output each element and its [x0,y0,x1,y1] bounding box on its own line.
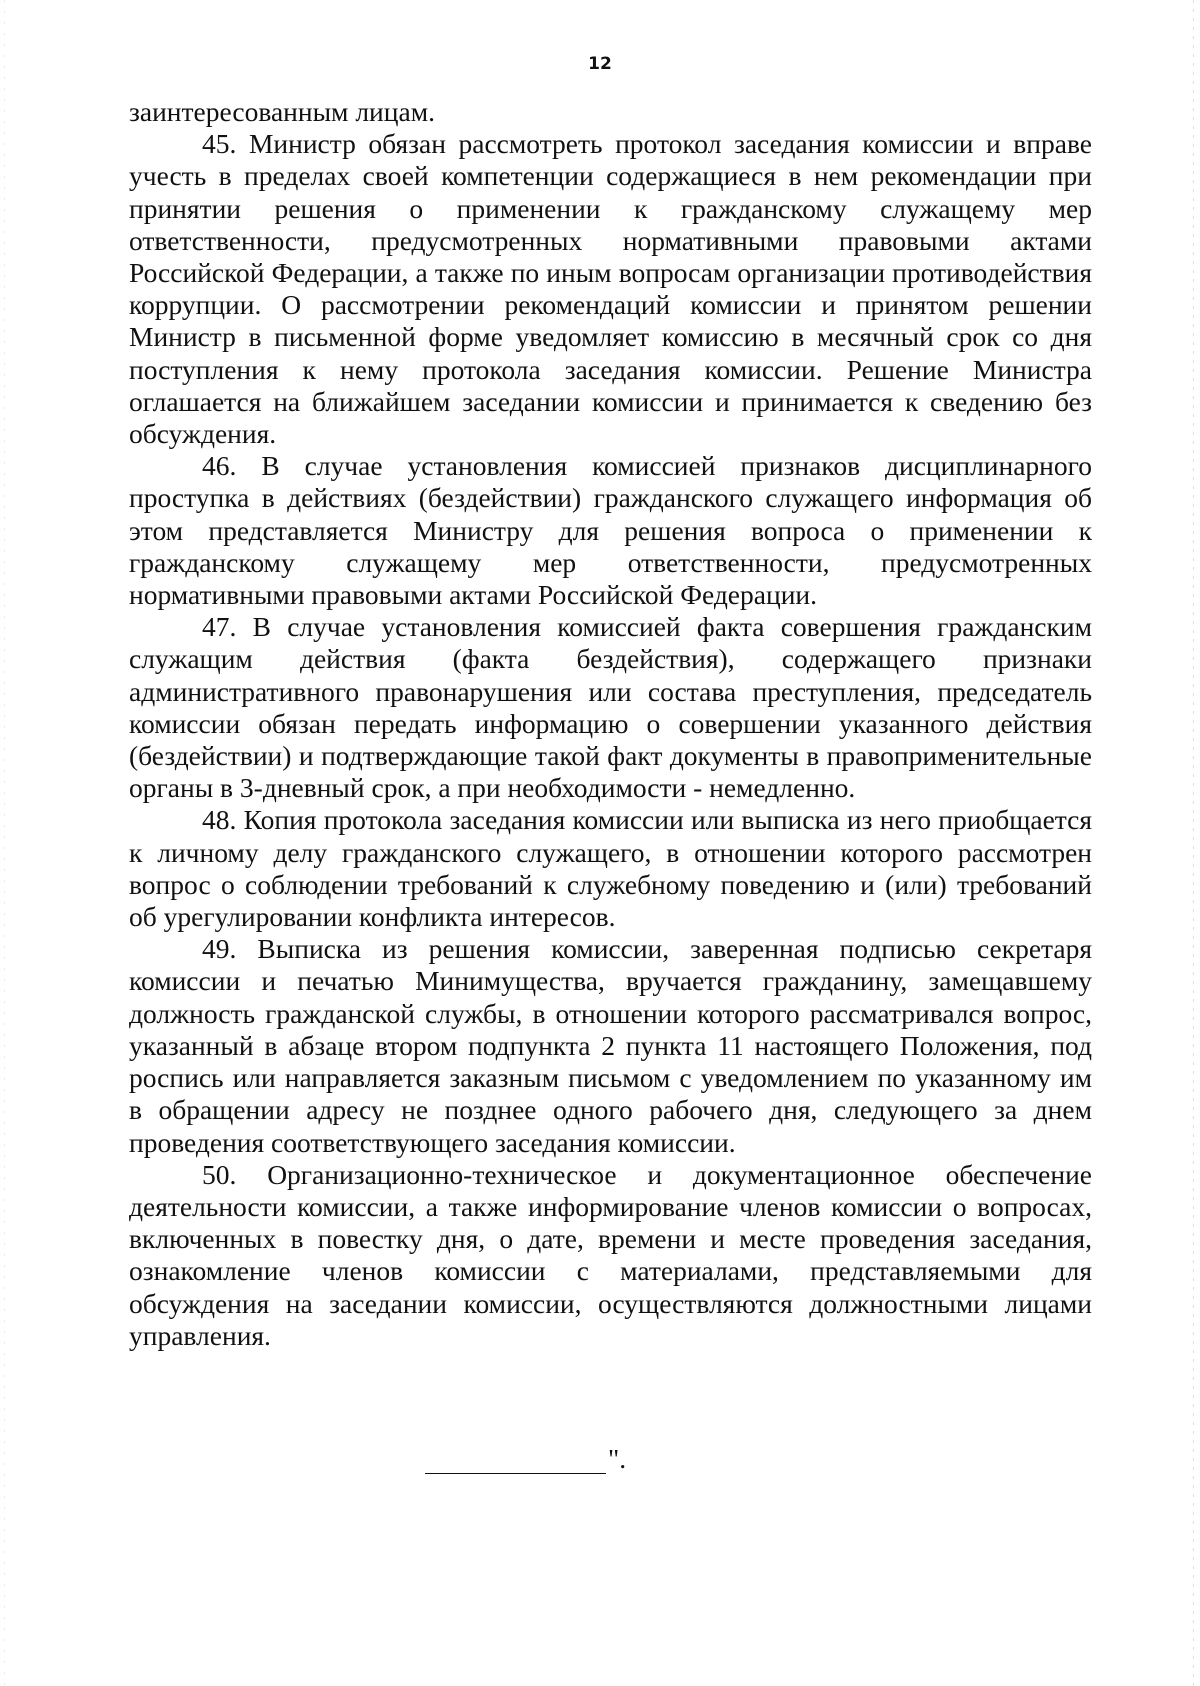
closing-quote-mark: ". [608,1443,627,1474]
paragraph-46: 46. В случае установления комиссией признаков дисциплинарного проступка в действиях (бездействии) гражданского служащего информация об этом представляется Министру для решения вопроса о применении к гражданскому служащему мер ответственности, предусмотренных нормативными правовыми актами Российской Федерации. [129,450,1092,611]
paragraph-continuation: заинтересованным лицам. [129,96,435,127]
document-body [129,96,1092,1352]
paragraph-50: 50. Организационно-техническое и документационное обеспечение деятельности комиссии, а также информирование членов комиссии о вопросах, включенных в повестку дня, о дате, времени и месте проведения заседания, ознакомление членов комиссии с материалами, представляемыми для обсуждения на заседании комиссии, осуществляются должностными лицами управления. [129,1158,1092,1351]
page-number: 12 [588,54,612,74]
closing-rule [425,1473,606,1474]
scan-edge-left [4,0,5,1686]
paragraph-49: 49. Выписка из решения комиссии, заверенная подписью секретаря комиссии и печатью Минимущества, вручается гражданину, замещавшему должность гражданской службы, в отношении которого рассматривался вопрос, указанный в абзаце втором подпункта 2 пункта 11 настоящего Положения, под роспись или направляется заказным письмом с уведомлением по указанному им в обращении адресу не позднее одного рабочего дня, следующего за днем проведения соответствующего заседания комиссии. [129,933,1092,1158]
paragraph-47: 47. В случае установления комиссией факта совершения гражданским служащим действия (факта бездействия), содержащего признаки административного правонарушения или состава преступления, председатель комиссии обязан передать информацию о совершении указанного действия (бездействии) и подтверждающие такой факт документы в правоприменительные органы в 3-дневный срок, а при необходимости - немедленно. [129,611,1092,804]
scan-edge-right [1193,0,1194,1686]
paragraph-45: 45. Министр обязан рассмотреть протокол заседания комиссии и вправе учесть в пределах своей компетенции содержащиеся в нем рекомендации при принятии решения о применении к гражданскому служащему мер ответственности, предусмотренных нормативными правовыми актами Российской Федерации, а также по иным вопросам организации противодействия коррупции. О рассмотрении рекомендаций комиссии и принятом решении Министр в письменной форме уведомляет комиссию в месячный срок со дня поступления к нему протокола заседания комиссии. Решение Министра оглашается на ближайшем заседании комиссии и принимается к сведению без обсуждения. [129,128,1092,450]
paragraph-48: 48. Копия протокола заседания комиссии или выписка из него приобщается к личному делу гражданского служащего, в отношении которого рассмотрен вопрос о соблюдении требований к служебному поведению и (или) требований об урегулировании конфликта интересов. [129,804,1092,933]
closing-line [425,1441,665,1481]
